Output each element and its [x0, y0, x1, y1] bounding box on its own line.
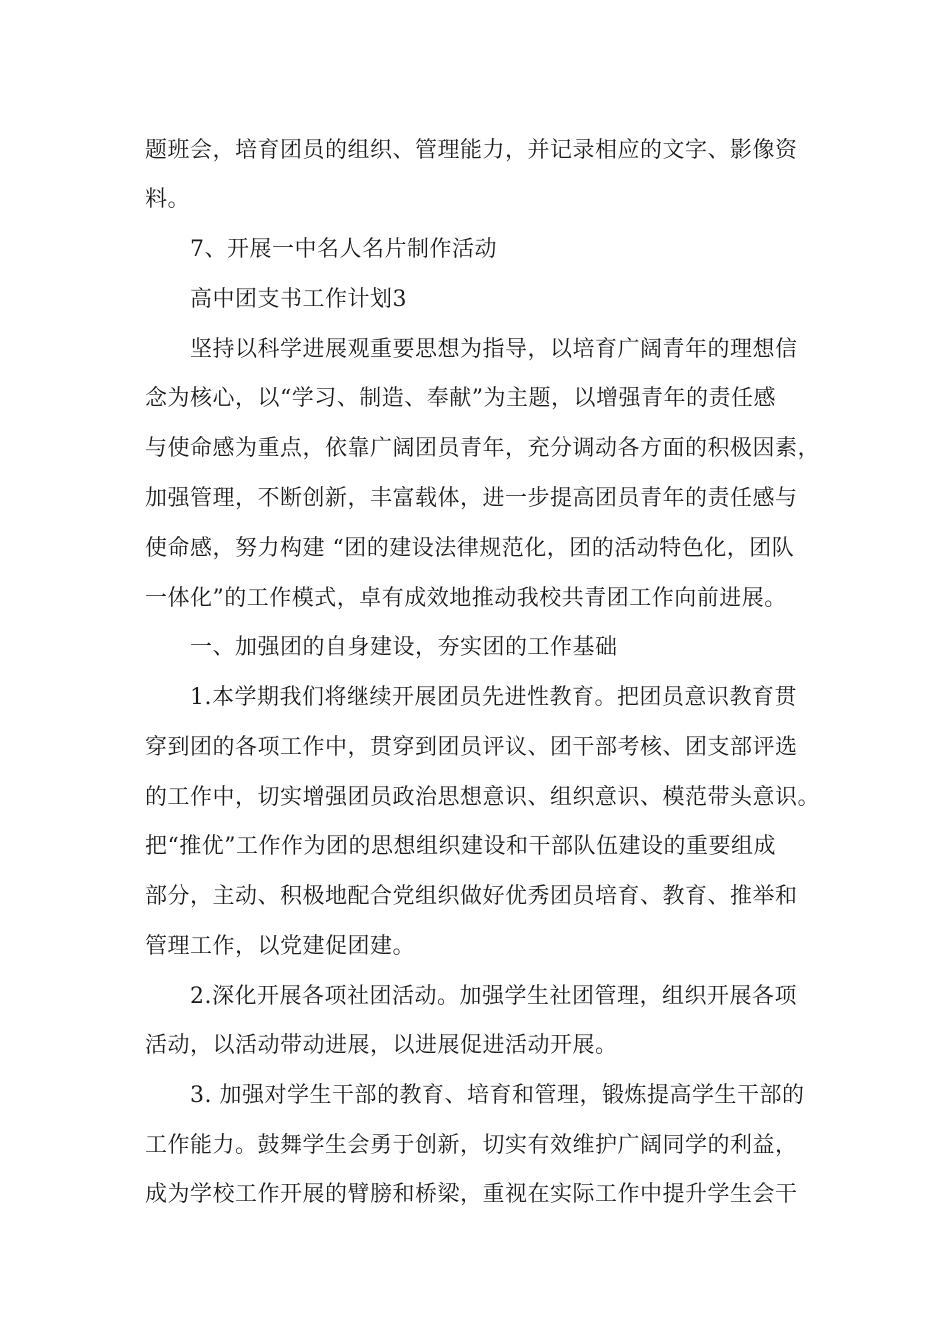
paragraph-line: 1.本学期我们将继续开展团员先进性教育。把团员意识教育贯 [190, 685, 797, 710]
paragraph-line: 管理工作，以党建促团建。 [145, 934, 416, 959]
paragraph-line: 穿到团的各项工作中，贯穿到团员评议、团干部考核、团支部评选 [145, 735, 798, 760]
paragraph-line: 料。 [145, 187, 191, 212]
paragraph-line: 部分，主动、积极地配合党组织做好优秀团员培育、教育、推举和 [145, 884, 798, 909]
paragraph-line: 3. 加强对学生干部的教育、培育和管理，锻炼提高学生干部的 [190, 1083, 805, 1108]
paragraph-line: 工作能力。鼓舞学生会勇于创新，切实有效维护广阔同学的利益， [145, 1133, 798, 1158]
paragraph-line: 与使命感为重点，依靠广阔团员青年，充分调动各方面的积极因素， [145, 436, 821, 461]
paragraph-line: 把“推优”工作作为团的思想组织建设和干部队伍建设的重要组成 [145, 834, 776, 859]
paragraph-line: 成为学校工作开展的臂膀和桥梁，重视在实际工作中提升学生会干 [145, 1182, 798, 1207]
paragraph-line: 念为核心，以“学习、制造、奉献”为主题，以增强青年的责任感 [145, 386, 776, 411]
paragraph-line: 使命感，努力构建 “团的建设法律规范化，团的活动特色化，团队 [145, 536, 795, 561]
section-title: 高中团支书工作计划3 [190, 287, 407, 312]
paragraph-line: 坚持以科学进展观重要思想为指导，以培育广阔青年的理想信 [190, 337, 798, 362]
paragraph-line: 活动，以活动带动进展，以进展促进活动开展。 [145, 1033, 618, 1058]
paragraph-line: 一体化”的工作模式，卓有成效地推动我校共青团工作向前进展。 [145, 586, 787, 611]
list-item-7: 7、开展一中名人名片制作活动 [190, 237, 497, 262]
paragraph-line: 题班会，培育团员的组织、管理能力，并记录相应的文字、影像资 [145, 138, 798, 163]
paragraph-line: 加强管理，不断创新，丰富载体，进一步提高团员青年的责任感与 [145, 486, 798, 511]
paragraph-line: 的工作中，切实增强团员政治思想意识、组织意识、模范带头意识。 [145, 785, 821, 810]
paragraph-line: 2.深化开展各项社团活动。加强学生社团管理，组织开展各项 [190, 984, 797, 1009]
section-heading: 一、加强团的自身建设，夯实团的工作基础 [190, 635, 618, 660]
